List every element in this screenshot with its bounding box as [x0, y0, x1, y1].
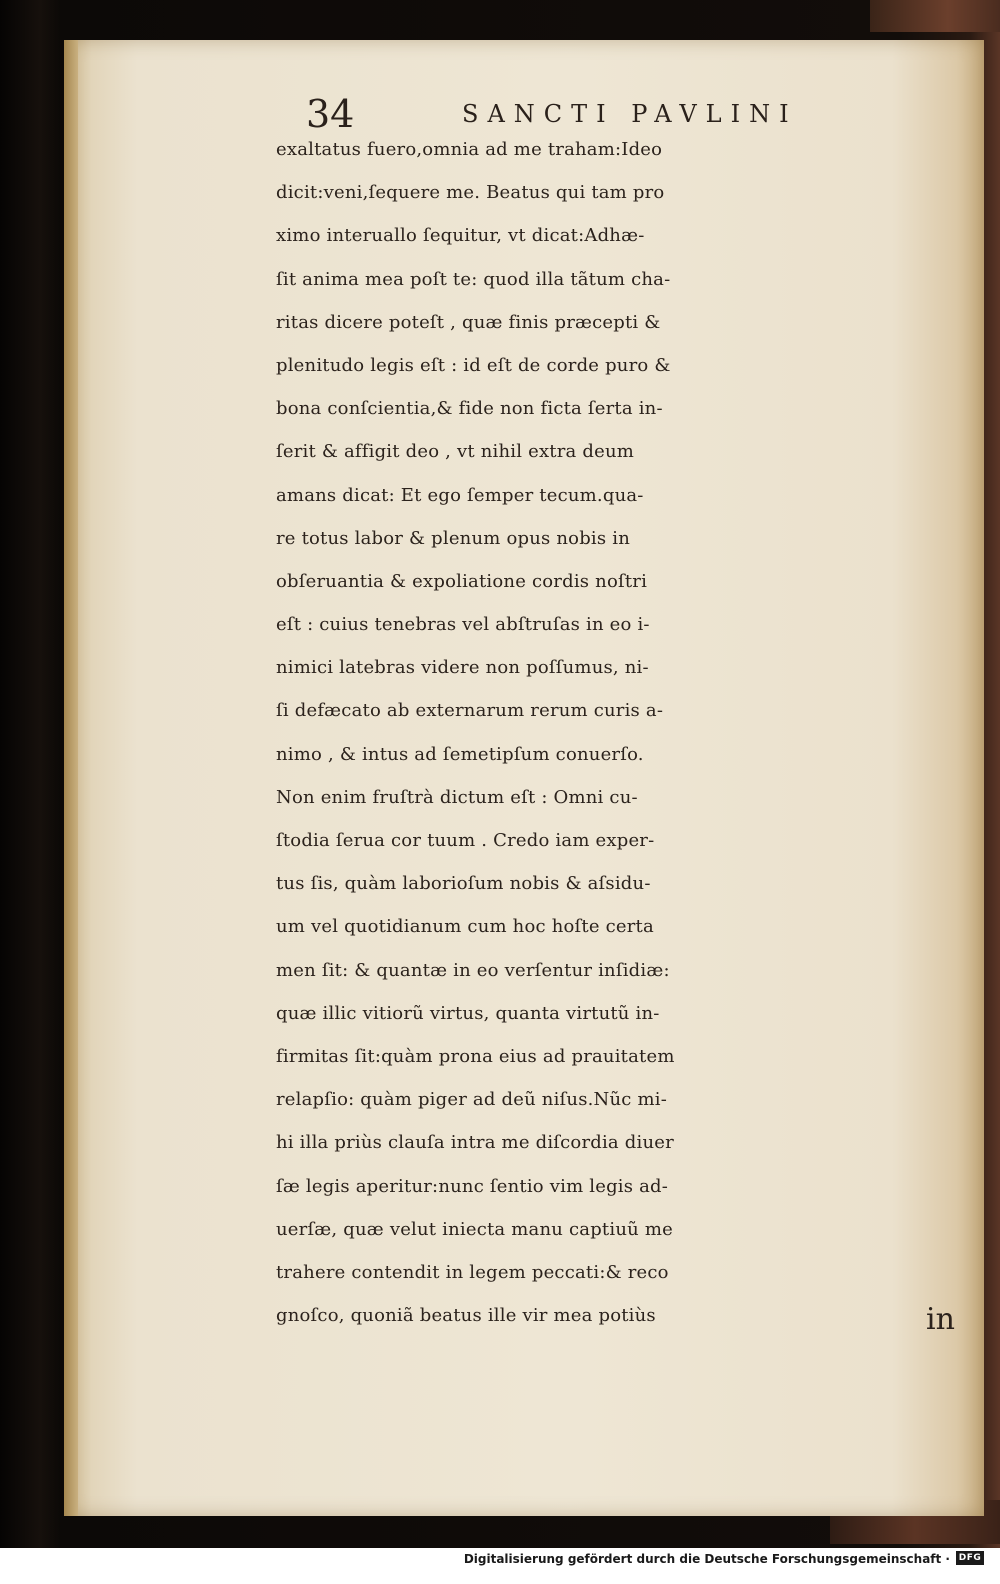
text-line: hi illa priùs clauſa intra me diſcordia diuer	[276, 1132, 674, 1154]
text-line: obſeruantia & expoliatione cordis noſtri	[276, 570, 648, 592]
page-number: 34	[306, 92, 355, 136]
text-block	[276, 128, 966, 1337]
text-line: re totus labor & plenum opus nobis in	[276, 527, 630, 549]
text-line: eſt : cuius tenebras vel abſtruſas in eo i-	[276, 614, 650, 636]
text-line: ritas dicere poteſt , quæ finis præcepti &	[276, 311, 661, 333]
catchword: in	[926, 1302, 955, 1337]
text-line: men ſit: & quantæ in eo verſentur inſidiæ:	[276, 959, 670, 981]
text-line: amans dicat: Et ego ſemper tecum.qua-	[276, 484, 644, 506]
text-line: trahere contendit in legem peccati:& reco	[276, 1261, 669, 1283]
text-line: nimici latebras videre non poſſumus, ni-	[276, 657, 649, 679]
text-line: ximo interuallo ſequitur, vt dicat:Adhæ-	[276, 225, 645, 247]
text-line: Non enim fruſtrà dictum eſt : Omni cu-	[276, 786, 638, 808]
text-line: uerſæ, quæ velut iniecta manu captiuũ me	[276, 1218, 673, 1240]
text-line: plenitudo legis eſt : id eſt de corde puro &	[276, 354, 671, 376]
running-head: SANCTI PAVLINI	[462, 100, 798, 128]
text-line: bona conſcientia,& fide non ficta ſerta in-	[276, 398, 663, 420]
dfg-logo: DFG	[956, 1551, 984, 1565]
text-line: exaltatus fuero,omnia ad me traham:Ideo	[276, 139, 663, 160]
text-line: tus ſis, quàm laborioſum nobis & aſsidu-	[276, 873, 651, 895]
text-line: gnoſco, quoniã beatus ille vir mea potiùs	[276, 1305, 656, 1327]
page-gutter-edge	[64, 40, 78, 1516]
text-line: quæ illic vitiorũ virtus, quanta virtutũ in-	[276, 1002, 660, 1024]
text-line: firmitas ſit:quàm prona eius ad prauitatem	[276, 1045, 675, 1067]
text-line: nimo , & intus ad ſemetipſum conuerſo.	[276, 743, 644, 765]
funding-credit: Digitalisierung gefördert durch die Deutsche Forschungsgemeinschaft ·	[463, 1552, 950, 1566]
text-line: dicit:veni,ſequere me. Beatus qui tam pro	[276, 182, 665, 204]
text-line: ſi defæcato ab externarum rerum curis a-	[276, 700, 664, 722]
text-line: ſerit & affigit deo , vt nihil extra deum	[276, 441, 635, 463]
book-cover-edge-top	[870, 0, 1000, 32]
text-line: relapſio: quàm piger ad deũ niſus.Nũc mi-	[276, 1089, 668, 1111]
text-line: ſtodia ſerua cor tuum . Credo iam exper-	[276, 830, 655, 851]
text-line: um vel quotidianum cum hoc hoſte certa	[276, 916, 654, 938]
text-line: ſit anima mea poſt te: quod illa tãtum cha-	[276, 268, 671, 290]
text-line: ſæ legis aperitur:nunc ſentio vim legis ad-	[276, 1175, 669, 1197]
